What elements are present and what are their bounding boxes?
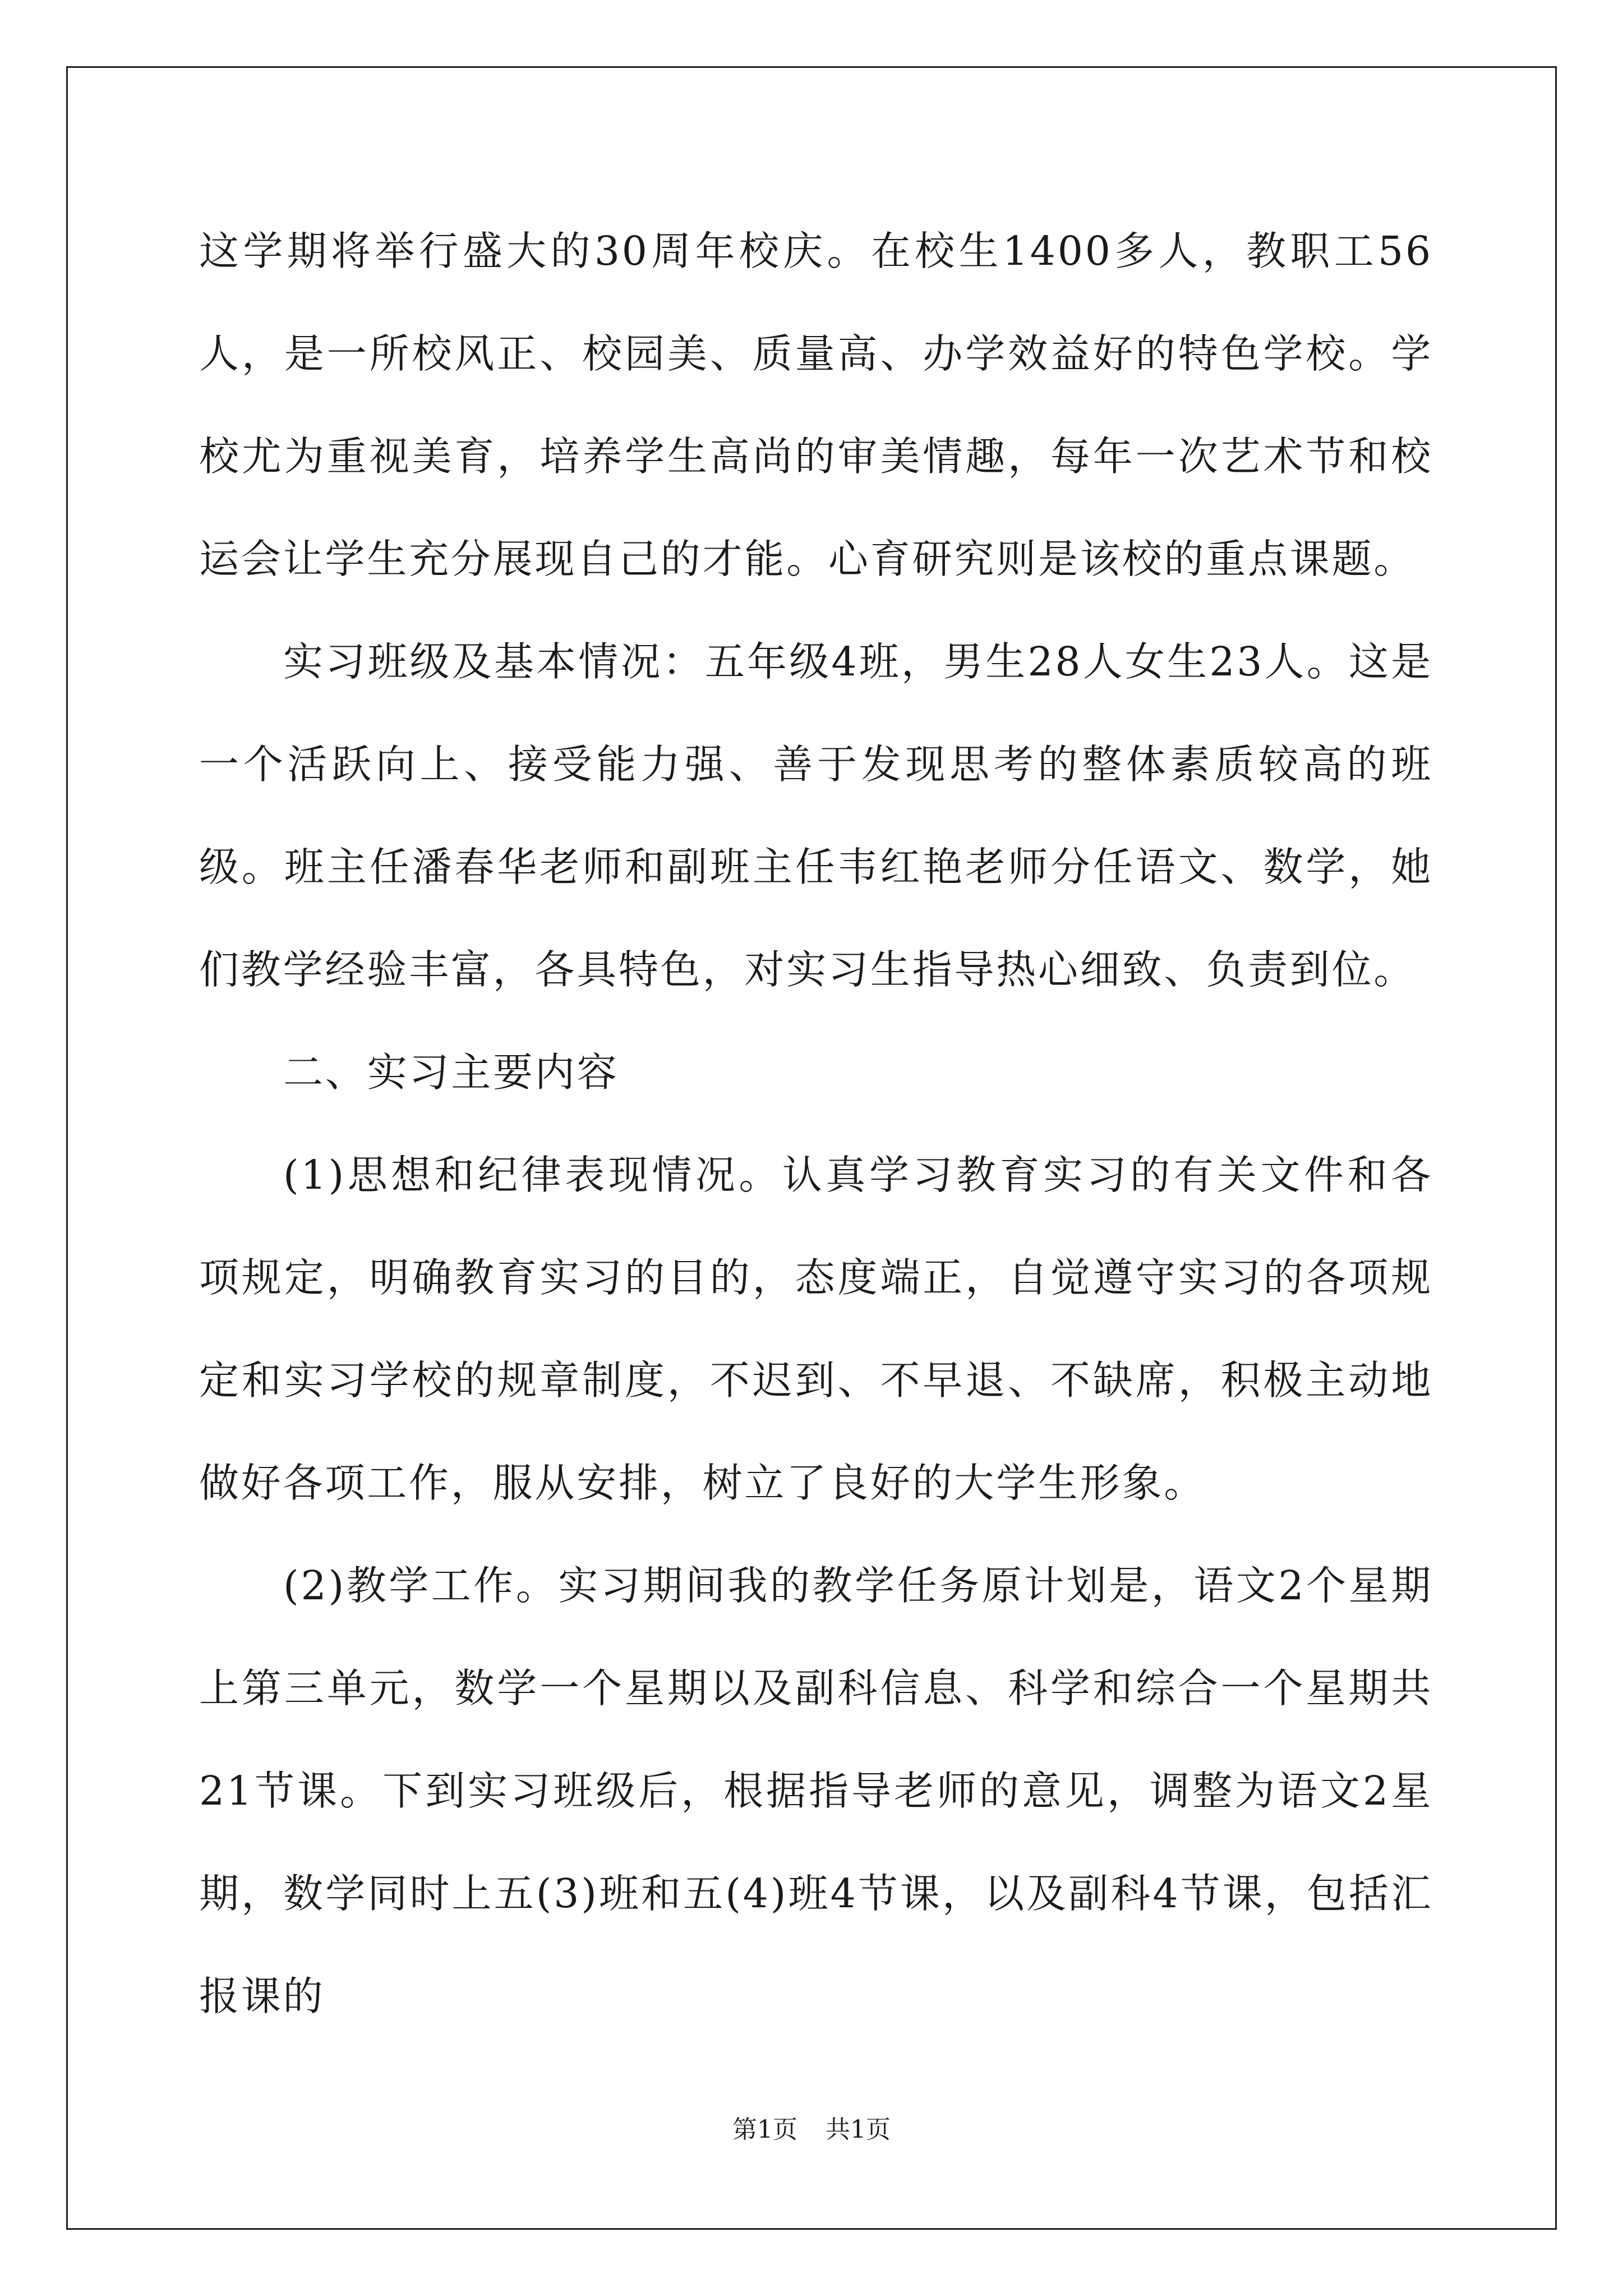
paragraph-1: 这学期将举行盛大的30周年校庆。在校生1400多人，教职工56人，是一所校风正、校园美、质量高、办学效益好的特色学校。学校尤为重视美育，培养学生高尚的审美情趣，每年一次艺术节和校运会让学生充分展现自己的才能。心育研究则是该校的重点课题。 (199, 228, 1433, 582)
page-number: 第1页 (732, 2115, 797, 2144)
section-heading: 二、实习主要内容 (283, 1049, 619, 1096)
page-footer (0, 2109, 1623, 2145)
document-body (199, 200, 1433, 2047)
page-total: 共1页 (826, 2115, 891, 2144)
paragraph-2: 实习班级及基本情况：五年级4班，男生28人女生23人。这是一个活跃向上、接受能力强、善于发现思考的整体素质较高的班级。班主任潘春华老师和副班主任韦红艳老师分任语文、数学，她们教学经验丰富，各具特色，对实习生指导热心细致、负责到位。 (199, 638, 1433, 993)
paragraph-4: (2)教学工作。实习期间我的教学任务原计划是，语文2个星期上第三单元，数学一个星期以及副科信息、科学和综合一个星期共21节课。下到实习班级后，根据指导老师的意见，调整为语文2星期，数学同时上五(3)班和五(4)班4节课，以及副科4节课，包括汇报课的 (199, 1562, 1433, 2019)
paragraph-3: (1)思想和纪律表现情况。认真学习教育实习的有关文件和各项规定，明确教育实习的目的，态度端正，自觉遵守实习的各项规定和实习学校的规章制度，不迟到、不早退、不缺席，积极主动地做好各项工作，服从安排，树立了良好的大学生形象。 (199, 1152, 1433, 1506)
